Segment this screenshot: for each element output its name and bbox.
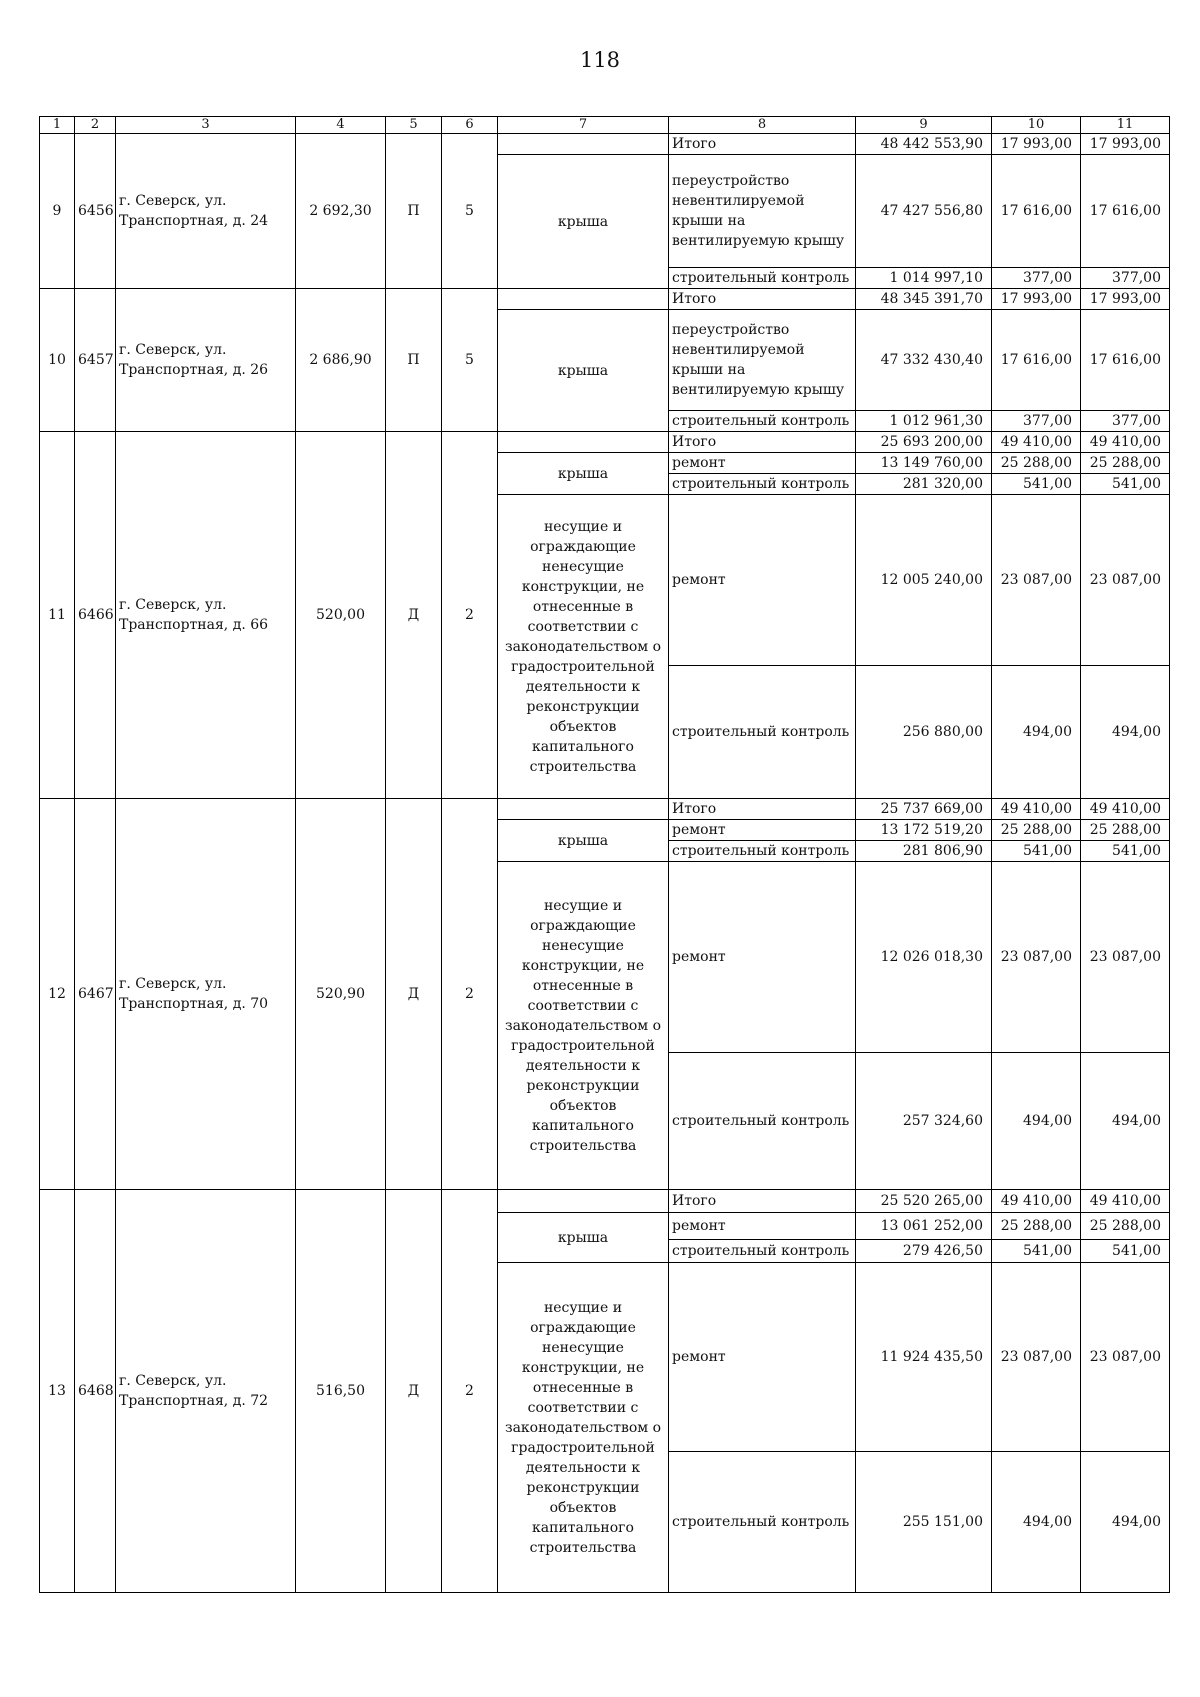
area: 2 686,90 xyxy=(296,289,386,432)
material-type: П xyxy=(386,134,442,289)
floors: 5 xyxy=(442,289,498,432)
work-limit: 494,00 xyxy=(1081,1452,1170,1593)
address: г. Северск, ул. Транспортная, д. 70 xyxy=(116,799,296,1190)
work-unit-cost: 17 616,00 xyxy=(992,310,1081,411)
work-type: строительный контроль xyxy=(669,1452,856,1593)
work-unit-cost: 17 616,00 xyxy=(992,155,1081,268)
work-limit: 17 616,00 xyxy=(1081,310,1170,411)
page-number: 118 xyxy=(579,48,621,72)
work-type: ремонт xyxy=(669,1213,856,1240)
total-limit: 49 410,00 xyxy=(1081,432,1170,453)
work-cost: 13 061 252,00 xyxy=(856,1213,992,1240)
address: г. Северск, ул. Транспортная, д. 24 xyxy=(116,134,296,289)
table-row xyxy=(40,1190,1170,1213)
structural-element: крыша xyxy=(498,820,669,862)
column-header: 1 xyxy=(40,117,75,134)
work-limit: 377,00 xyxy=(1081,268,1170,289)
work-unit-cost: 494,00 xyxy=(992,1053,1081,1190)
column-header: 8 xyxy=(669,117,856,134)
house-code: 6466 xyxy=(75,432,116,799)
work-limit: 541,00 xyxy=(1081,841,1170,862)
work-unit-cost: 377,00 xyxy=(992,268,1081,289)
work-cost: 47 427 556,80 xyxy=(856,155,992,268)
work-limit: 377,00 xyxy=(1081,411,1170,432)
work-unit-cost: 25 288,00 xyxy=(992,453,1081,474)
floors: 2 xyxy=(442,432,498,799)
work-cost: 255 151,00 xyxy=(856,1452,992,1593)
total-unit-cost: 17 993,00 xyxy=(992,289,1081,310)
work-type: строительный контроль xyxy=(669,1053,856,1190)
work-cost: 13 172 519,20 xyxy=(856,820,992,841)
work-limit: 541,00 xyxy=(1081,474,1170,495)
work-unit-cost: 25 288,00 xyxy=(992,820,1081,841)
work-cost: 12 026 018,30 xyxy=(856,862,992,1053)
material-type: Д xyxy=(386,799,442,1190)
work-limit: 25 288,00 xyxy=(1081,820,1170,841)
work-type: строительный контроль xyxy=(669,666,856,799)
table-row xyxy=(40,432,1170,453)
work-cost: 13 149 760,00 xyxy=(856,453,992,474)
total-label: Итого xyxy=(669,432,856,453)
total-cost: 48 345 391,70 xyxy=(856,289,992,310)
area: 516,50 xyxy=(296,1190,386,1593)
total-label: Итого xyxy=(669,134,856,155)
work-type: ремонт xyxy=(669,862,856,1053)
structural-element: несущие и ограждающие ненесущие конструкции, не отнесенные в соответствии с законодательством о градостроительной деятельности к реконструкции объектов капитального строительства xyxy=(498,862,669,1190)
structural-element: крыша xyxy=(498,453,669,495)
column-header: 6 xyxy=(442,117,498,134)
work-cost: 1 014 997,10 xyxy=(856,268,992,289)
work-type: строительный контроль xyxy=(669,474,856,495)
element-empty xyxy=(498,799,669,820)
work-cost: 1 012 961,30 xyxy=(856,411,992,432)
total-unit-cost: 17 993,00 xyxy=(992,134,1081,155)
table-row xyxy=(40,799,1170,820)
work-limit: 494,00 xyxy=(1081,666,1170,799)
total-cost: 25 520 265,00 xyxy=(856,1190,992,1213)
work-type: ремонт xyxy=(669,453,856,474)
row-number: 11 xyxy=(40,432,75,799)
row-number: 10 xyxy=(40,289,75,432)
work-type: переустройство невентилируемой крыши на вентилируемую крышу xyxy=(669,310,856,411)
total-limit: 49 410,00 xyxy=(1081,1190,1170,1213)
total-label: Итого xyxy=(669,1190,856,1213)
column-header: 2 xyxy=(75,117,116,134)
structural-element: несущие и ограждающие ненесущие конструкции, не отнесенные в соответствии с законодательством о градостроительной деятельности к реконструкции объектов капитального строительства xyxy=(498,495,669,799)
work-limit: 23 087,00 xyxy=(1081,495,1170,666)
work-cost: 11 924 435,50 xyxy=(856,1263,992,1452)
area: 2 692,30 xyxy=(296,134,386,289)
column-header: 5 xyxy=(386,117,442,134)
material-type: П xyxy=(386,289,442,432)
house-code: 6468 xyxy=(75,1190,116,1593)
table-row xyxy=(40,134,1170,155)
address: г. Северск, ул. Транспортная, д. 26 xyxy=(116,289,296,432)
work-limit: 17 616,00 xyxy=(1081,155,1170,268)
work-unit-cost: 23 087,00 xyxy=(992,862,1081,1053)
total-unit-cost: 49 410,00 xyxy=(992,1190,1081,1213)
work-cost: 12 005 240,00 xyxy=(856,495,992,666)
row-number: 12 xyxy=(40,799,75,1190)
work-type: строительный контроль xyxy=(669,268,856,289)
total-limit: 17 993,00 xyxy=(1081,134,1170,155)
area: 520,90 xyxy=(296,799,386,1190)
total-limit: 17 993,00 xyxy=(1081,289,1170,310)
work-limit: 25 288,00 xyxy=(1081,1213,1170,1240)
structural-element: крыша xyxy=(498,1213,669,1263)
work-type: переустройство невентилируемой крыши на вентилируемую крышу xyxy=(669,155,856,268)
table-row xyxy=(40,289,1170,310)
work-cost: 281 320,00 xyxy=(856,474,992,495)
work-unit-cost: 541,00 xyxy=(992,474,1081,495)
work-type: строительный контроль xyxy=(669,411,856,432)
column-header: 4 xyxy=(296,117,386,134)
floors: 2 xyxy=(442,799,498,1190)
total-cost: 25 737 669,00 xyxy=(856,799,992,820)
work-unit-cost: 494,00 xyxy=(992,666,1081,799)
work-limit: 25 288,00 xyxy=(1081,453,1170,474)
element-empty xyxy=(498,289,669,310)
column-header: 11 xyxy=(1081,117,1170,134)
column-header-row xyxy=(40,117,1170,134)
work-type: строительный контроль xyxy=(669,841,856,862)
house-code: 6457 xyxy=(75,289,116,432)
total-unit-cost: 49 410,00 xyxy=(992,799,1081,820)
work-type: строительный контроль xyxy=(669,1240,856,1263)
total-cost: 25 693 200,00 xyxy=(856,432,992,453)
address: г. Северск, ул. Транспортная, д. 72 xyxy=(116,1190,296,1593)
work-type: ремонт xyxy=(669,820,856,841)
work-limit: 23 087,00 xyxy=(1081,1263,1170,1452)
work-cost: 256 880,00 xyxy=(856,666,992,799)
total-cost: 48 442 553,90 xyxy=(856,134,992,155)
element-empty xyxy=(498,1190,669,1213)
work-cost: 47 332 430,40 xyxy=(856,310,992,411)
total-unit-cost: 49 410,00 xyxy=(992,432,1081,453)
work-unit-cost: 377,00 xyxy=(992,411,1081,432)
address: г. Северск, ул. Транспортная, д. 66 xyxy=(116,432,296,799)
structural-element: крыша xyxy=(498,310,669,432)
element-empty xyxy=(498,134,669,155)
work-type: ремонт xyxy=(669,1263,856,1452)
work-unit-cost: 494,00 xyxy=(992,1452,1081,1593)
house-code: 6456 xyxy=(75,134,116,289)
work-cost: 279 426,50 xyxy=(856,1240,992,1263)
total-limit: 49 410,00 xyxy=(1081,799,1170,820)
work-unit-cost: 23 087,00 xyxy=(992,495,1081,666)
total-label: Итого xyxy=(669,289,856,310)
work-unit-cost: 541,00 xyxy=(992,1240,1081,1263)
total-label: Итого xyxy=(669,799,856,820)
element-empty xyxy=(498,432,669,453)
material-type: Д xyxy=(386,432,442,799)
column-header: 9 xyxy=(856,117,992,134)
material-type: Д xyxy=(386,1190,442,1593)
column-header: 3 xyxy=(116,117,296,134)
work-cost: 281 806,90 xyxy=(856,841,992,862)
floors: 2 xyxy=(442,1190,498,1593)
floors: 5 xyxy=(442,134,498,289)
work-unit-cost: 23 087,00 xyxy=(992,1263,1081,1452)
work-limit: 494,00 xyxy=(1081,1053,1170,1190)
house-code: 6467 xyxy=(75,799,116,1190)
work-limit: 23 087,00 xyxy=(1081,862,1170,1053)
column-header: 10 xyxy=(992,117,1081,134)
row-number: 9 xyxy=(40,134,75,289)
work-cost: 257 324,60 xyxy=(856,1053,992,1190)
structural-element: крыша xyxy=(498,155,669,289)
work-unit-cost: 541,00 xyxy=(992,841,1081,862)
work-type: ремонт xyxy=(669,495,856,666)
work-limit: 541,00 xyxy=(1081,1240,1170,1263)
area: 520,00 xyxy=(296,432,386,799)
column-header: 7 xyxy=(498,117,669,134)
row-number: 13 xyxy=(40,1190,75,1593)
works-table xyxy=(39,116,1170,1593)
work-unit-cost: 25 288,00 xyxy=(992,1213,1081,1240)
structural-element: несущие и ограждающие ненесущие конструкции, не отнесенные в соответствии с законодательством о градостроительной деятельности к реконструкции объектов капитального строительства xyxy=(498,1263,669,1593)
